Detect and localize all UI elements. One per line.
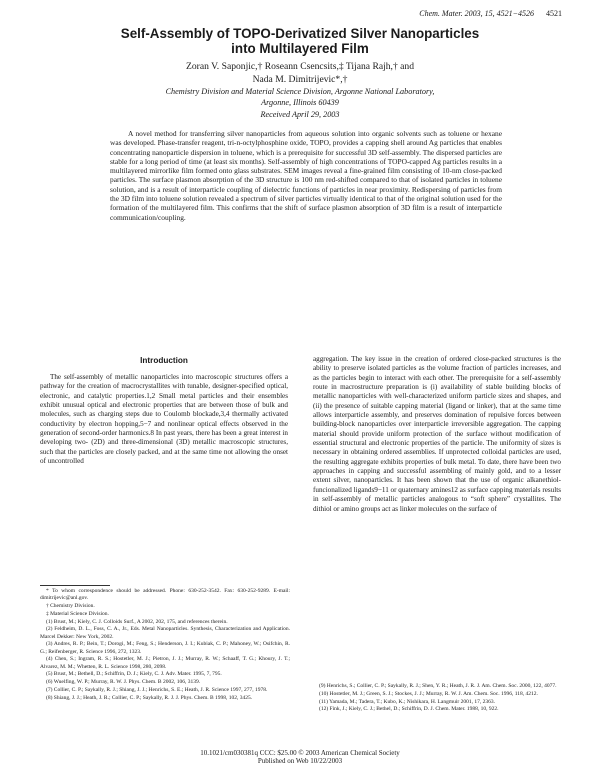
article-title <box>40 26 560 56</box>
section-heading-introduction: Introduction <box>140 356 188 365</box>
abstract-text: A novel method for transferring silver nanoparticles from aqueous solution into organic solvents such as toluene or hexane was developed. Phase-transfer reagent, tri-n-octylphosphine oxide, TOPO, provides a capping shell around Ag particles that enables concentrating nanoparticle dispersion in toluene, which is a prerequisite for successful 3D self-assembly. The dispersed particles are stable for a long period of time (at least six months). Self-assembly of high concentrations of TOPO-capped Ag particles results in a multilayered mirrorlike film formed onto glass substrates. SEM images reveal a fine-grained film consisting of 10-nm close-packed particles. The surface plasmon absorption of the 3D structure is 100 nm red-shifted compared to that of isolated particles in toluene solution, and is a result of interparticle coupling of dielectric functions of particles in near proximity. Redispersing of particles from the 3D film into toluene solution revealed a spectrum of silver particles virtually identical to that of the original solution used for the formation of the multilayered film. This confirms that the shift of surface plasmon absorption of 3D film is a result of interparticle communication/coupling. <box>110 129 502 222</box>
authors-line-2: Nada M. Dimitrijevic*,† <box>252 73 348 85</box>
footnotes-right <box>313 683 561 714</box>
footnote-item: * To whom correspondence should be addressed. Phone: 630-252-3542. Fax: 630-252-9289. E-mail: dimitrijevic@anl.gov. <box>40 588 290 602</box>
reference-item: (7) Collier, C. P.; Saykally, R. J.; Shiang, J. J.; Henrichs, S. E.; Heath, J. R. Science 1997, 277, 1978. <box>46 686 268 693</box>
journal-citation: Chem. Mater. 2003, 15, 4521−4526 <box>419 9 534 18</box>
authors-line-1: Zoran V. Saponjic,† Roseann Csencsits,‡ Tijana Rajh,† and <box>185 61 415 72</box>
reference-item: (5) Brust, M.; Bethell, D.; Schiffrin, D. J.; Kiely, C. J. Adv. Mater. 1995, 7, 795. <box>46 671 222 678</box>
abstract <box>110 129 502 222</box>
reference-item: (11) Yamada, M.; Tadera, T.; Kubo, K.; Nishikara, H. Langmuir 2001, 17, 2363. <box>319 698 495 705</box>
page-number: 4521 <box>546 9 562 18</box>
reference-item: (12) Fink, J.; Kiely, C. J.; Bethel, D.; Schiffrin, D. J. Chem. Mater. 1988, 10, 922. <box>319 706 499 713</box>
title-line-1: Self-Assembly of TOPO-Derivatized Silver Nanoparticles <box>120 26 480 41</box>
reference-item: (2) Feldheim, D. L., Foss, C. A., Jr., Eds. Metal Nanoparticles. Synthesis, Characterization and Application. Marcel Dekker: New York, 2002. <box>40 626 290 640</box>
reference-item: (10) Hostetler, M. J.; Green, S. J.; Stockes, J. J.; Murray, R. W. J. Am. Chem. Soc. 1996, 118, 4212. <box>319 690 538 697</box>
affiliation-line-2: Argonne, Illinois 60439 <box>261 98 339 107</box>
affiliation <box>40 86 560 108</box>
reference-item: (9) Henrichs, S.; Collier, C. P.; Saykally, R. J.; Shen, Y. R.; Heath, J. R. J. Am. Chem. Soc. 2000, 122, 4077. <box>319 683 557 689</box>
reference-item: (8) Shiang, J. J.; Heath, J. R.; Collier, C. P.; Saykally, R. J. J. Phys. Chem. B 1998, 102, 3425. <box>46 694 253 701</box>
introduction-continued-paragraph: aggregation. The key issue in the creation of ordered close-packed structures is the ability to preserve isolated particles as the volume fraction of particles increases, and as the particles begin to interact with each other. The prerequisite for a self-assembly route in macrostructure preparation is (i) availability of stable building blocks of metallic nanoparticles with well-characterized uniform particle sizes and shapes, and (ii) the presence of suitable capping material (ligand or linker), that at the same time allows interparticle assembly, and preserves domination of repulsive forces between building-block nanoparticles over interparticle irreversible aggregation. The capping material should provide uniform protection of the surface without modification of essential structural and electronic properties of the particle. The uniformity of sizes is necessary in obtaining ordered assemblies. If unprotected colloidal particles are used, the resulting aggregate exhibits properties of bulk metal. To date, there have been two approaches in capping and successful assembling of mainly gold, and to a lesser extent silver, nanoparticles. It has been shown that the use of organic alkanethiol-funcionalized ligands9−11 or quaternary amines12 as surface capping materials results in self-assembly of metallic particles analogous to “soft sphere” crystallites. The dithiol or amino groups act as linker molecules on the surface of <box>313 355 561 513</box>
body-column-right <box>313 355 561 514</box>
footnote-item: † Chemistry Division. <box>46 603 95 609</box>
reference-item: (1) Brust, M.; Kiely, C. J. Colloids Surf., A 2002, 202, 175, and references therein. <box>46 618 228 625</box>
published-line: Published on Web 10/22/2003 <box>257 757 343 766</box>
body-column-left <box>40 373 288 466</box>
author-list <box>40 61 560 86</box>
page-footer <box>40 749 560 766</box>
footnotes-left <box>40 588 290 703</box>
footnote-item: ‡ Material Science Division. <box>46 610 109 617</box>
affiliation-line-1: Chemistry Division and Material Science Division, Argonne National Laboratory, <box>165 87 435 96</box>
introduction-paragraph: The self-assembly of metallic nanoparticles into macroscopic structures offers a pathway for the creation of macrocrystallites with tunable, designer-specified optical, electronic, and catalytic properties.1,2 Small metal particles and their ensembles exhibit unusual optical and electronic properties that are between those of bulk and molecules, such as charging steps due to Coulomb blockade,3,4 thermally activated conductivity by electron hopping,5−7 and nonlinear optical effects observed in the generation of second-order harmonics.8 In past years, there has been a great interest in developing two- (2D) and three-dimensional (3D) metallic macroscopic structures, such that the particles are closely packed, and at the same time not allowing the onset of uncontrolled <box>40 373 288 466</box>
reference-item: (3) Andres, R. P.; Bein, T.; Dorogi, M.; Feng, S.; Henderson, J. I.; Kubiak, C. P.; Mahoney, W.; Osifchin, R. G.; Reifenberger, R. Science 1996, 272, 1323. <box>40 641 290 655</box>
received-date: Received April 29, 2003 <box>260 110 340 119</box>
footnote-divider <box>40 585 110 586</box>
reference-item: (4) Chen, S.; Ingram, R. S.; Hostetler, M. J.; Pietron, J. J.; Murray, R. W.; Schaaff, T. G.; Khoury, J. T.; Alvarez, M. M.; Whetten, R. L. Science 1998, 280, 2098. <box>40 656 290 670</box>
doi-line: 10.1021/cm030381q CCC: $25.00 © 2003 American Chemical Society <box>200 749 400 757</box>
title-line-2: into Multilayered Film <box>231 41 369 56</box>
reference-item: (6) Wuelfing, W. P.; Murray, R. W. J. Phys. Chem. B 2002, 106, 3139. <box>46 679 201 686</box>
